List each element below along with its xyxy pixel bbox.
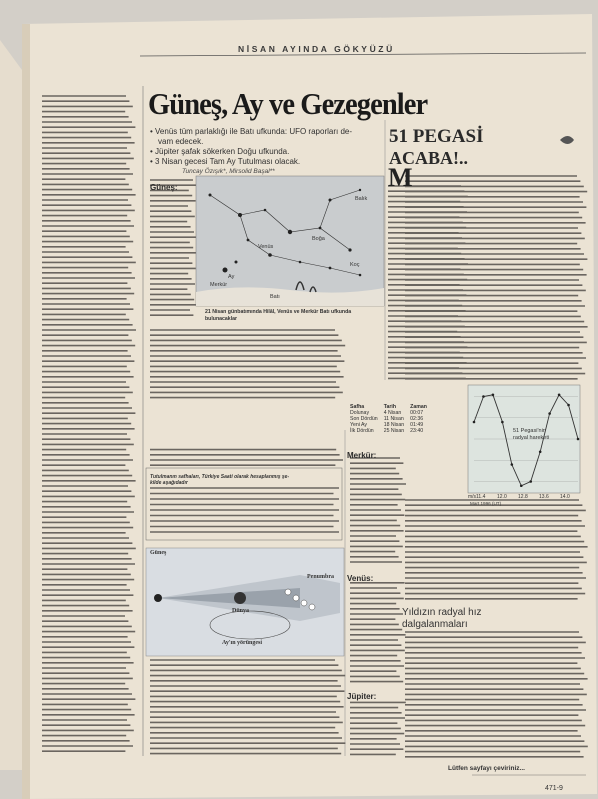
chart-x-axis-label: Mart 1996 (UT) — [470, 501, 502, 506]
deck-bullet: vam edecek. — [158, 137, 204, 146]
data-point — [529, 480, 532, 483]
table-header: Tarih — [383, 404, 396, 410]
data-point — [558, 394, 561, 397]
eclipse-box-title: kilde aşağıdadır — [150, 480, 188, 486]
map-label-koc: Koç — [350, 262, 360, 268]
table-cell: 25 Nisan — [383, 428, 405, 434]
data-point — [539, 450, 542, 453]
data-point — [548, 412, 551, 415]
map-label-venus: Venüs — [258, 244, 274, 250]
chart-x-tick: 11.4 — [476, 494, 486, 500]
chart-x-tick: 12.0 — [497, 494, 507, 500]
running-header: NİSAN AYINDA GÖKYÜZÜ — [238, 44, 395, 54]
deck-bullet: • Jüpiter şafak sökerken Doğu ufkunda. — [150, 147, 290, 156]
data-point — [492, 394, 495, 397]
map-caption: bulunacaklar — [205, 316, 238, 322]
byline: Tuncay Özışık*, Mirsolid Başal** — [182, 168, 275, 175]
chart-x-tick: 13.6 — [539, 494, 549, 500]
previous-page-edge — [0, 40, 22, 770]
table-cell: 23:40 — [410, 428, 424, 434]
table-cell: Son Dördün — [350, 416, 378, 422]
chart-x-tick: 12.8 — [518, 494, 528, 500]
table-cell: Yeni Ay — [350, 422, 368, 428]
diagram-label-gunes: Güneş — [150, 550, 167, 556]
left-column-text-lines — [42, 96, 136, 751]
map-label-balik: Balık — [355, 196, 368, 202]
table-cell: 18 Nisan — [383, 422, 405, 428]
table-row — [350, 428, 433, 434]
deck-bullet: • Venüs tüm parlaklığı ile Batı ufkunda: UFO raporları de- — [150, 127, 353, 136]
data-point — [482, 395, 485, 398]
chart-y-axis-label: m/s — [468, 494, 477, 500]
table-cell: 02:36 — [410, 416, 424, 422]
table-cell: 4 Nisan — [383, 410, 402, 416]
section-heading-merkur: Merkür: — [347, 451, 377, 460]
data-point — [501, 421, 504, 424]
eclipse-box-title: Tutulmanın safhaları, Türkiye Saati olarak hesaplanmış şe- — [150, 474, 290, 480]
subheading: dalgalanmaları — [402, 619, 468, 630]
table-header: Zaman — [410, 404, 427, 410]
data-point — [520, 484, 523, 487]
map-caption: 21 Nisan günbatımında Hilâl, Venüs ve Merkür Batı ufkunda — [205, 309, 352, 315]
diagram-label-penumbra: Penumbra — [307, 574, 334, 580]
table-cell: İlk Dördün — [350, 428, 374, 434]
table-header: Safha — [350, 404, 365, 410]
chart-legend: radyal hareketi — [513, 435, 550, 441]
chart-x-tick: 14.0 — [560, 494, 570, 500]
data-point — [567, 404, 570, 407]
section-heading-gunes: Güneş: — [150, 183, 178, 192]
table-cell: Dolunay — [350, 410, 370, 416]
continue-note: Lütfen sayfayı çeviriniz... — [448, 765, 525, 772]
map-label-bati: Batı — [270, 294, 280, 300]
subheading: Yıldızın radyal hız — [402, 607, 482, 618]
diagram-label-dunya: Dünya — [232, 608, 250, 614]
data-point — [577, 438, 580, 441]
map-label-merkur: Merkür — [210, 282, 228, 288]
chart-legend: 51 Pegasi'nin — [513, 428, 546, 434]
page-number: 471-9 — [545, 785, 563, 792]
moon-phases-table — [350, 404, 433, 434]
section-heading-jupiter: Jüpiter: — [347, 692, 377, 701]
section-heading-venus: Venüs: — [347, 574, 374, 583]
diagram-label-ay-yorungesi: Ay'ın yörüngesi — [222, 640, 263, 646]
page-title: Güneş, Ay ve Gezegenler — [148, 86, 428, 121]
map-label-ay: Ay — [228, 274, 235, 280]
data-point — [511, 463, 514, 466]
data-point — [473, 421, 476, 424]
table-cell: 00:07 — [410, 410, 424, 416]
table-cell: 01:49 — [410, 422, 424, 428]
drop-cap: M — [388, 163, 413, 192]
sidebar-title-line-1: 51 PEGASİ — [389, 126, 484, 147]
map-label-boga: Boğa — [312, 236, 325, 242]
deck-bullet: • 3 Nisan gecesi Tam Ay Tutulması olacak. — [150, 157, 301, 166]
sidebar-title-line-2: ACABA!.. — [389, 148, 468, 168]
table-cell: 11 Nisan — [383, 416, 404, 422]
